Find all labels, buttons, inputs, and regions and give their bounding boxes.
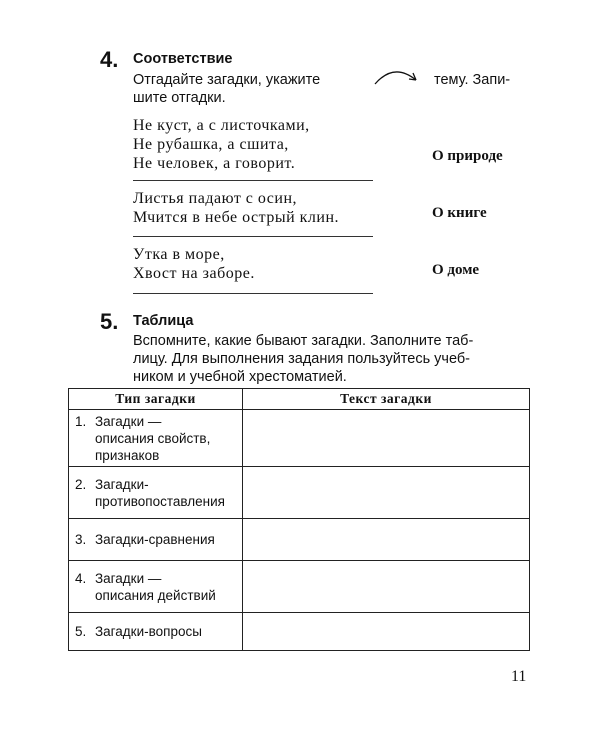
row-number: 2.: [75, 476, 87, 492]
topic-book: О книге: [432, 205, 487, 221]
topic-nature: О природе: [432, 148, 503, 164]
answer-line: [133, 236, 373, 237]
table-row: [69, 519, 530, 561]
row-number: 1.: [75, 413, 87, 429]
riddle-2: [133, 189, 339, 227]
riddle-text-cell[interactable]: [243, 613, 530, 651]
instruction-line: лицу. Для выполнения задания пользуйтесь учеб-: [133, 351, 471, 367]
instruction-line: ником и учебной хрестоматией.: [133, 369, 347, 385]
riddle-text-cell[interactable]: [243, 410, 530, 467]
table-header-row: [69, 389, 530, 410]
riddle-type-cell: [69, 467, 243, 519]
type-line: противопоставления: [95, 493, 225, 509]
riddle-line: Листья падают с осин,: [133, 190, 298, 207]
riddle-type-cell: [69, 613, 243, 651]
row-number: 5.: [75, 624, 87, 639]
type-line: Загадки —: [95, 570, 162, 586]
table-row: [69, 613, 530, 651]
riddle-line: Утка в море,: [133, 246, 225, 263]
row-number: 4.: [75, 570, 87, 586]
type-line: признаков: [95, 447, 160, 463]
riddle-type-cell: [69, 561, 243, 613]
riddle-line: Мчится в небе острый клин.: [133, 209, 340, 226]
type-line: описания действий: [95, 587, 216, 603]
type-line: описания свойств,: [95, 430, 211, 446]
header-riddle-type: Тип загадки: [69, 389, 243, 410]
type-line: Загадки-вопросы: [95, 624, 202, 639]
task-4-title: Соответствие: [133, 51, 233, 67]
instruction-line: Вспомните, какие бывают загадки. Заполните таб-: [133, 333, 474, 349]
riddle-text-cell[interactable]: [243, 519, 530, 561]
table-row: [69, 410, 530, 467]
riddle-1: [133, 116, 310, 173]
topic-house: О доме: [432, 262, 480, 278]
type-line: Загадки —: [95, 413, 162, 429]
task-4-number: 4.: [100, 47, 119, 72]
row-number: 3.: [75, 532, 87, 547]
page-number: 11: [511, 668, 527, 685]
riddle-line: Не куст, а с листочками,: [133, 117, 310, 134]
task-4-instruction-right: тему. Запи-: [434, 72, 511, 88]
riddle-line: Не рубашка, а сшита,: [133, 136, 289, 153]
type-line: Загадки-: [95, 476, 149, 492]
riddle-text-cell[interactable]: [243, 561, 530, 613]
task-5-title: Таблица: [133, 313, 194, 329]
riddle-3: [133, 245, 255, 283]
task-5-number: 5.: [100, 309, 119, 334]
arrow-icon: [372, 64, 424, 88]
riddle-line: Хвост на заборе.: [133, 265, 255, 282]
header-riddle-text: Текст загадки: [243, 389, 530, 410]
riddle-type-cell: [69, 519, 243, 561]
table-row: [69, 561, 530, 613]
task-4-instruction-line2: шите отгадки.: [133, 90, 226, 106]
riddle-text-cell[interactable]: [243, 467, 530, 519]
task-5-instruction: [133, 332, 528, 386]
riddle-type-cell: [69, 410, 243, 467]
riddle-types-table: [68, 388, 530, 651]
answer-line: [133, 293, 373, 294]
answer-line: [133, 180, 373, 181]
type-line: Загадки-сравнения: [95, 532, 215, 547]
riddle-line: Не человек, а говорит.: [133, 155, 296, 172]
table-row: [69, 467, 530, 519]
task-4-instruction-left: Отгадайте загадки, укажите: [133, 72, 321, 88]
